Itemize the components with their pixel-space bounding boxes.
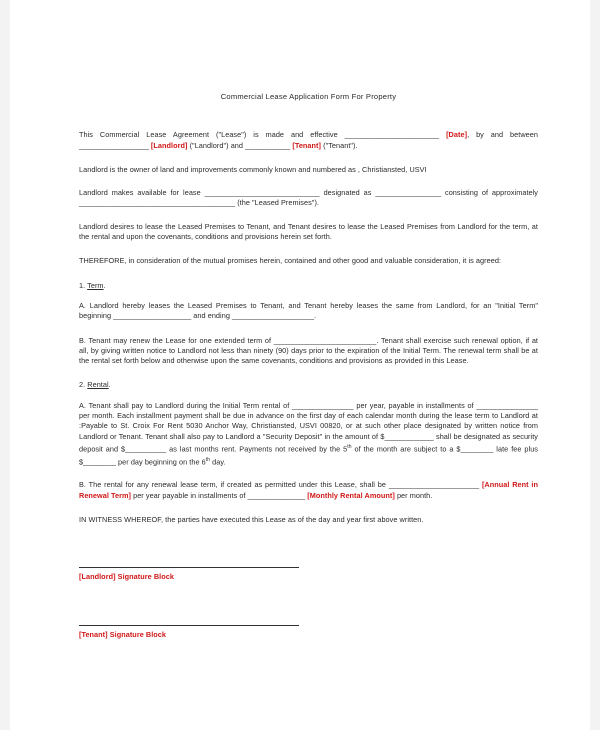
section-heading-term: 1. Term. (79, 280, 106, 290)
monthly-rent-placeholder: [Monthly Rental Amount] (307, 490, 395, 500)
tenant-placeholder: [Tenant] (292, 140, 322, 150)
desires-paragraph: Landlord desires to lease the Leased Premises to Tenant, and Tenant desires to lease the Leased Premises from Landlord for the term, at the rental and upon the covenants, conditions and provisions herein set forth. (79, 221, 538, 242)
landlord-placeholder: [Landlord] (150, 140, 188, 150)
landlord-signature-line (79, 567, 299, 568)
term-a-paragraph: A. Landlord hereby leases the Leased Premises to Tenant, and Tenant hereby leases the same from Landlord, for an "Initial Term" beginning ___________________ and ending ____________________. (79, 300, 538, 321)
page-margin-left (0, 0, 10, 730)
tenant-signature-label: [Tenant] Signature Block (79, 629, 167, 639)
document-title: Commercial Lease Application Form For Property (220, 92, 397, 101)
tenant-signature-line (79, 625, 299, 626)
intro-paragraph: This Commercial Lease Agreement ("Lease") is made and effective _______________________ [Date], by and between _________________ [Landlord] ("Landlord") and ___________ [Tenant] ("Tenant"). (79, 130, 538, 150)
document-body (79, 92, 538, 640)
landlord-signature-label: [Landlord] Signature Block (79, 572, 174, 582)
rental-a-paragraph: A. Tenant shall pay to Landlord during the Initial Term rental of _______________ per year, payable in installments of _______________ per month. Each installment payment shall be due in advance on the first day of each calendar month during the lease term to Landlord at :Payable to St. Croix For Rent 5030 Anchor Way, Christiansted, USVI 00820, or at such other place designated by written notice from Landlord or Tenant. Tenant shall also pay to Landlord a "Security Deposit" in the amount of $____________ shall be designated as security deposit and $__________ as last months rent. Payments not received by the 5th of the month are subject to a $________ late fee plus $________ per day beginning on the 6th day. (79, 400, 539, 467)
date-placeholder: [Date] (446, 130, 468, 140)
available-paragraph: Landlord makes available for lease ____________________________ designated as ________________ consisting of approximately ______________________________________ (the "Leased Premises"). (79, 188, 538, 208)
section-heading-rental: 2. Rental. (79, 380, 111, 390)
witness-paragraph: IN WITNESS WHEREOF, the parties have executed this Lease as of the day and year first above written. (79, 514, 424, 524)
term-b-paragraph: B. Tenant may renew the Lease for one extended term of _________________________. Tenant shall exercise such renewal option, if at all, by giving written notice to Landlord not less than ninety (90) days prior to the expiration of the Initial Term. The renewal term shall be at the rental set forth below and otherwise upon the same covenants, conditions and provisions as provided in this Lease. (79, 335, 538, 366)
annual-rent-placeholder: [Annual Rent in Renewal Term] (79, 480, 539, 500)
owner-paragraph: Landlord is the owner of land and improvements commonly known and numbered as , Christiansted, USVI (79, 164, 427, 174)
therefore-paragraph: THEREFORE, in consideration of the mutual promises herein, contained and other good and valuable consideration, it is agreed: (79, 256, 502, 266)
page-margin-right (590, 0, 600, 730)
rental-b-paragraph: B. The rental for any renewal lease term, if created as permitted under this Lease, shall be ______________________ [Annual Rent in Renewal Term] per year payable in installments of ______________ [Monthly Rental Amount] per month. (79, 480, 539, 500)
